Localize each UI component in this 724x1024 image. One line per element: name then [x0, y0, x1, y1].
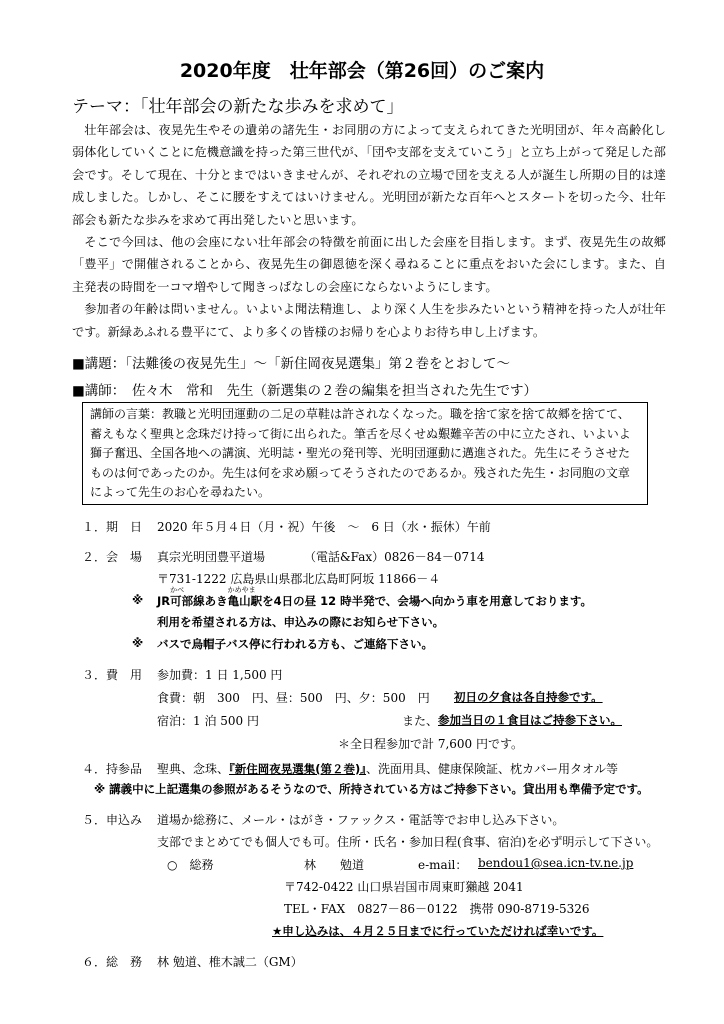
theme-heading: テーマ：「壮年部会の新たな歩みを求めて」: [72, 97, 404, 117]
ruby-text: かめやま: [227, 586, 256, 594]
fee-meals-note: 初日の夕食は各自持参です。: [454, 690, 603, 704]
note-mark: ※: [132, 593, 144, 607]
contact-address: 〒742‐0422 山口県岩国市周東町獺越 2041: [284, 880, 524, 894]
intro-text: [72, 119, 666, 343]
bring-book: 『新住岡夜晃選集(第２巻)』: [229, 762, 367, 776]
transport-note-2: 利用を希望される方は、申込みの際にお知らせ下さい。: [157, 615, 445, 629]
bring-items: [157, 760, 618, 777]
fee-participation: 参加費：1 日 1,500 円: [157, 668, 283, 682]
fee-lodging-pre: また、: [402, 714, 439, 728]
email-label: e-mail：: [418, 858, 468, 872]
note-text: 駅を4日の昼 12 時半発で、会場へ向かう車を用意しております。: [250, 594, 592, 608]
transport-note: [157, 586, 592, 609]
intro-paragraph: そこで今回は、他の会座にない壮年部会の特徴を前面に出した会座を目指します。まず、夜晃先生の故郷「豊平」で開催されることから、夜晃先生の御恩徳を深く尋ねることに重点をおいた会にします。また、自主発表の時間を一コマ増やして聞きっぱなしの会座にならないようにします。: [72, 235, 666, 294]
date-label: １．期 日: [82, 520, 143, 534]
apply-method: 道場か総務に、メール・はがき・ファックス・電話等でお申し込み下さい。: [157, 813, 565, 827]
apply-deadline: ★申し込みは、４月２５日までに行っていただければ幸いです。: [272, 924, 604, 938]
bring-label: ４．持参品: [82, 762, 143, 776]
event-date: 2020 年５月４日（月・祝）午後 ～ 6 日（水・振休）午前: [157, 520, 491, 534]
venue-name: 真宗光明団豊平道場: [157, 550, 266, 564]
contact-phone: TEL・FAX 0827－86－0122 携帯 090-8719-5326: [284, 902, 590, 916]
fee-total: ＊全日程参加で計 7,600 円です。: [338, 737, 524, 751]
note-text: JR: [157, 594, 171, 608]
apply-details: 支部でまとめてでも個人でも可。住所・氏名・参加日程(食事、宿泊)を必ず明示して下さい。: [157, 835, 659, 849]
staff-label: ６．総 務: [82, 955, 143, 969]
ruby-kameyama: [227, 586, 256, 608]
note-text: 線あき: [193, 594, 228, 608]
fee-label: ３．費 用: [82, 668, 143, 682]
intro-paragraph: 参加者の年齢は問いません。いよいよ聞法精進し、より深く人生を歩みたいという精神を持った人が壮年です。新緑あふれる豊平にて、より多くの皆様のお帰りを心よりお待ち申し上げます。: [72, 302, 666, 339]
lecturer-quote-box: 講師の言葉：教職と光明団運動の二足の草鞋は許されなくなった。職を捨て家を捨て故郷を捨てて、蓄えもなく聖典と念珠だけ持って街に出られた。筆舌を尽くせぬ艱難辛苦の中に立たされ、いよいよ獅子奮迅、全国各地への講演、光明誌・聖光の発刊等、光明団運動に邁進された。先生にそうさせたものは何であったのか。先生は何を求め願ってそうされたのであるか。残された先生・お同胞の文章によって先生のお心を尋ねたい。: [82, 402, 648, 505]
venue-label: ２．会 場: [82, 550, 143, 564]
ruby-base: 可部: [170, 594, 194, 608]
apply-label: ５．申込み: [82, 813, 143, 827]
page-title: 2020年度 壮年部会（第26回）のご案内: [179, 60, 545, 82]
venue-address: 〒731-1222 広島県山県郡北広島町阿坂 11866－４: [157, 572, 441, 586]
ruby-kabe: [170, 586, 194, 608]
bus-note: バスで烏帽子バス停に行われる方も、ご連絡下さい。: [157, 637, 433, 651]
lecturer: ■講師： 佐々木 常和 先生（新選集の２巻の編集を担当された先生です）: [72, 383, 538, 399]
bring-note: ※ 講義中に上記選集の参照があるそうなので、所持されている方はご持参下さい。貸出用も準備予定です。: [94, 782, 649, 796]
contact-name: 林 勉道: [304, 858, 365, 872]
bring-text: 、洗面用具、健康保険証、枕カバー用タオル等: [366, 762, 619, 776]
fee-meals: 食費：朝 300 円、昼：500 円、夕：500 円: [157, 691, 430, 705]
contact-email[interactable]: bendou1@sea.icn‐tv.ne.jp: [478, 856, 634, 870]
contact-role: ○ 総務: [167, 858, 214, 872]
lecture-topic: ■講題：「法難後の夜晃先生」～「新住岡夜晃選集」第２巻をとおして～: [72, 356, 511, 372]
bring-text: 聖典、念珠、: [157, 762, 230, 776]
venue-tel: （電話&Fax）0826－84－0714: [304, 550, 485, 564]
ruby-text: かべ: [170, 586, 185, 594]
intro-paragraph: 壮年部会は、夜晃先生やその遺弟の諸先生・お同朋の方によって支えられてきた光明団が、年々高齢化し弱体化していくことに危機意識を持った第三世代が、「団や支部を支えていこう」と立ち上がって発足した部会です。そして現在、十分とまではいきませんが、それぞれの立場で団を支える人が誕生し所期の目的は達成しました。しかし、そこに腰をすえてはいけません。光明団が新たな百年へとスタートを切った今、壮年部会も新たな歩みを求めて再出発したいと思います。: [72, 123, 666, 227]
note-mark: ※: [132, 636, 144, 650]
ruby-base: 亀山: [227, 594, 251, 608]
fee-lodging: 宿泊：1 泊 500 円: [157, 714, 259, 728]
staff-names: 林 勉道、椎木誠二（GM）: [157, 955, 303, 969]
fee-lodging-note: 参加当日の１食目はご持参下さい。: [438, 713, 622, 727]
